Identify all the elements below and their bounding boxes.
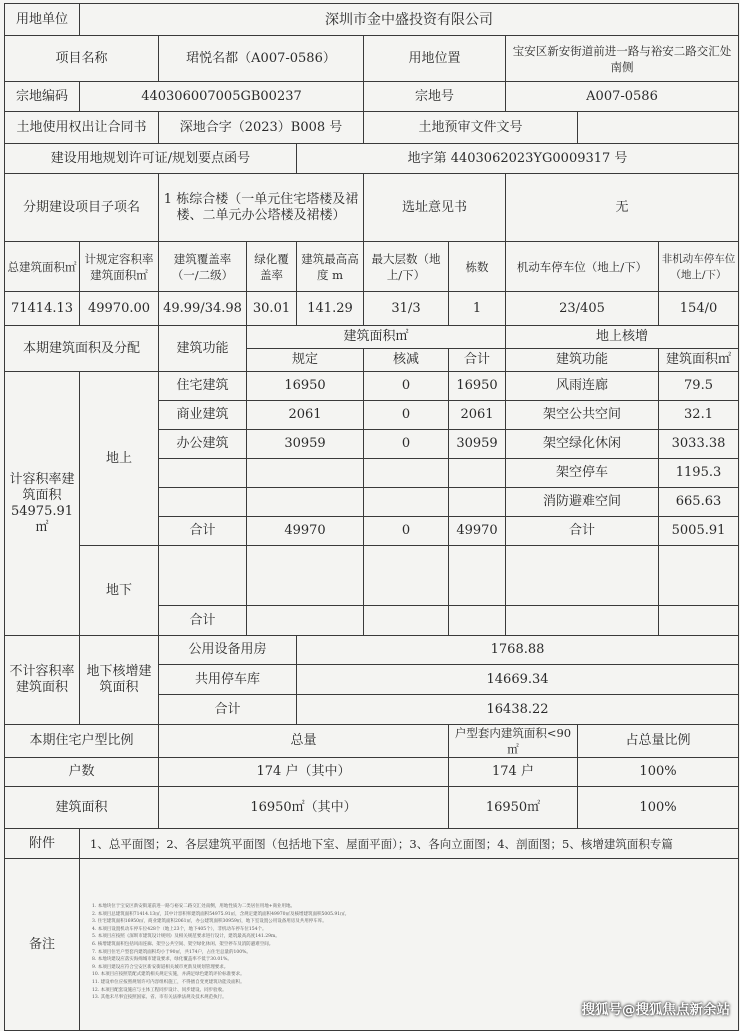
planned-cell: 16950 xyxy=(247,372,364,401)
housing-area-ratio: 100% xyxy=(578,787,739,829)
indicator-value: 49.99/34.98 xyxy=(159,292,247,326)
remark-line: 12. 本项目配套设施应与主体工程同步设计、同步建设、同步验收。 xyxy=(92,987,227,993)
incentive-label: 地上核增 xyxy=(506,326,739,349)
function-label: 建筑功能 xyxy=(159,326,247,372)
function-cell: 办公建筑 xyxy=(159,430,247,459)
contract-value: 深地合字（2023）B008 号 xyxy=(159,112,364,144)
above-ground-label: 地上 xyxy=(80,372,159,546)
empty-cell xyxy=(159,459,247,488)
housing-area-small: 16950㎡ xyxy=(449,787,578,829)
empty-cell xyxy=(449,606,506,636)
indicator-header: 绿化覆盖率 xyxy=(247,242,297,292)
empty-cell xyxy=(247,546,364,606)
indicator-header: 机动车停车位（地上/下） xyxy=(506,242,659,292)
parcel-code-label: 宗地编码 xyxy=(5,82,80,112)
indicator-header: 非机动车停车位（地上/下） xyxy=(659,242,739,292)
location-value: 宝安区新安街道前进一路与裕安二路交汇处南侧 xyxy=(506,36,739,82)
incentive-total-label: 合计 xyxy=(506,517,659,546)
housing-area-label: 建筑面积 xyxy=(5,787,159,829)
pre-review-value xyxy=(578,112,739,144)
non-far-function: 共用停车库 xyxy=(159,665,297,695)
empty-cell xyxy=(247,488,364,517)
indicator-value: 30.01 xyxy=(247,292,297,326)
remark-line: 7. 本项目住宅户型套内建筑面积均小于90㎡，共174户，占住宅总量的100%。 xyxy=(92,949,251,955)
housing-small-unit-label: 户型套内建筑面积<90㎡ xyxy=(449,725,578,758)
housing-total-label: 总量 xyxy=(159,725,449,758)
remark-line: 2. 本项目总建筑面积71414.13㎡，其中计容积率建筑面积54975.91㎡，含规定建筑面积49970㎡及核增建筑面积5005.91㎡。 xyxy=(92,911,350,917)
planned-cell: 2061 xyxy=(247,401,364,430)
housing-area-total: 16950㎡（其中） xyxy=(159,787,449,829)
remark-line: 13. 其他未尽事宜按照国家、省、市有关法律法规及技术规范执行。 xyxy=(92,995,227,1001)
indicator-header: 栋数 xyxy=(449,242,506,292)
parcel-no-value: A007-0586 xyxy=(506,82,739,112)
incentive-area-cell: 665.63 xyxy=(659,488,739,517)
area-label: 建筑面积㎡ xyxy=(247,326,506,349)
site-opinion-label: 选址意见书 xyxy=(364,174,506,242)
indicator-value: 49970.00 xyxy=(80,292,159,326)
incentive-function-cell: 风雨连廊 xyxy=(506,372,659,401)
incentive-area-cell: 3033.38 xyxy=(659,430,739,459)
remark-line: 9. 本项目建设应符合宝安区新安街道相关城市更新及规划管理要求。 xyxy=(92,964,229,970)
indicator-value: 154/0 xyxy=(659,292,739,326)
col-total: 合计 xyxy=(449,349,506,372)
indicator-value: 71414.13 xyxy=(5,292,80,326)
empty-cell xyxy=(364,546,449,606)
indicator-header: 建筑最高高度 m xyxy=(297,242,364,292)
non-far-function: 公用设备用房 xyxy=(159,636,297,665)
permit-label: 建设用地规划许可证/规划要点函号 xyxy=(5,144,297,174)
indicator-value: 1 xyxy=(449,292,506,326)
indicator-header: 计规定容积率建筑面积㎡ xyxy=(80,242,159,292)
incentive-area-cell: 79.5 xyxy=(659,372,739,401)
subtotal-label: 合计 xyxy=(159,517,247,546)
below-ground-label: 地下 xyxy=(80,546,159,636)
project-name-value: 珺悦名都（A007-0586） xyxy=(159,36,364,82)
total-cell: 16950 xyxy=(449,372,506,401)
indicator-value: 23/405 xyxy=(506,292,659,326)
empty-cell xyxy=(364,459,449,488)
incentive-function-cell: 架空公共空间 xyxy=(506,401,659,430)
remark-line: 1. 本地块位于宝安区新安街道前进一路与裕安二路交汇处南侧，用地性质为二类居住用地+商业用地。 xyxy=(92,904,295,909)
project-name-label: 项目名称 xyxy=(5,36,159,82)
incentive-area-label: 建筑面积㎡ xyxy=(659,349,739,372)
permit-value: 地字第 4403062023YG0009317 号 xyxy=(297,144,739,174)
underground-incentive-label: 地下核增建筑面积 xyxy=(80,636,159,725)
total-cell: 2061 xyxy=(449,401,506,430)
indicator-value: 31/3 xyxy=(364,292,449,326)
empty-cell xyxy=(449,459,506,488)
function-cell: 商业建筑 xyxy=(159,401,247,430)
deducted-cell: 0 xyxy=(364,401,449,430)
empty-cell xyxy=(159,488,247,517)
indicator-value: 141.29 xyxy=(297,292,364,326)
below-subtotal-label: 合计 xyxy=(159,606,247,636)
non-far-total-area: 16438.22 xyxy=(297,695,739,725)
deducted-cell: 0 xyxy=(364,372,449,401)
empty-cell xyxy=(247,606,364,636)
parcel-no-label: 宗地号 xyxy=(364,82,506,112)
remark-line: 6. 核增建筑面积包括风雨连廊、架空公共空间、架空绿化休闲、架空停车及消防避难空间。 xyxy=(92,941,274,947)
land-user-label: 用地单位 xyxy=(5,4,80,36)
housing-section-label: 本期住宅户型比例 xyxy=(5,725,159,758)
planned-cell: 30959 xyxy=(247,430,364,459)
far-label: 计容积率建筑面积 54975.91㎡ xyxy=(5,372,80,636)
empty-cell xyxy=(364,488,449,517)
function-cell: 住宅建筑 xyxy=(159,372,247,401)
remark-line: 4. 本项目设置机动车停车位428个（地上23个，地下405个），非机动车停车位154个。 xyxy=(92,926,267,932)
land-user-value: 深圳市金中盛投资有限公司 xyxy=(80,4,739,36)
indicator-header: 最大层数（地上/下） xyxy=(364,242,449,292)
households-total: 174 户（其中） xyxy=(159,758,449,787)
indicator-header: 建筑覆盖率（一/二级） xyxy=(159,242,247,292)
remark-line: 3. 住宅建筑面积16950㎡，商业建筑面积2061㎡，办公建筑面积30959㎡，地下室设置公用设备用房及共用停车库。 xyxy=(92,919,327,925)
planning-document-table xyxy=(4,3,739,1031)
sub-project-value: 1 栋综合楼（一单元住宅塔楼及裙楼、二单元办公塔楼及裙楼） xyxy=(159,174,364,242)
empty-cell xyxy=(659,546,739,606)
incentive-function-label: 建筑功能 xyxy=(506,349,659,372)
location-label: 用地位置 xyxy=(364,36,506,82)
non-far-label: 不计容积率建筑面积 xyxy=(5,636,80,725)
site-opinion-value: 无 xyxy=(506,174,739,242)
non-far-total-label: 合计 xyxy=(159,695,297,725)
sub-project-label: 分期建设项目子项名 xyxy=(5,174,159,242)
attachments-label: 附件 xyxy=(5,829,80,859)
households-small: 174 户 xyxy=(449,758,578,787)
incentive-function-cell: 架空停车 xyxy=(506,459,659,488)
non-far-area: 14669.34 xyxy=(297,665,739,695)
empty-cell xyxy=(159,546,247,606)
remark-line: 8. 本地块建设应落实海绵城市建设要求，绿化覆盖率不低于30.01%。 xyxy=(92,957,232,963)
col-deducted: 核减 xyxy=(364,349,449,372)
empty-cell xyxy=(449,488,506,517)
subtotal-total: 49970 xyxy=(449,517,506,546)
empty-cell xyxy=(364,606,449,636)
incentive-total-area: 5005.91 xyxy=(659,517,739,546)
subtotal-deducted: 0 xyxy=(364,517,449,546)
empty-cell xyxy=(506,606,659,636)
remarks-label: 备注 xyxy=(5,859,80,1031)
housing-ratio-label: 占总量比例 xyxy=(578,725,739,758)
remark-line: 10. 本项目应按照装配式建筑相关规定实施，并满足绿色建筑评价标准要求。 xyxy=(92,972,245,978)
remark-line: 5. 本项目应按照《深圳市建筑设计规则》及相关规范要求进行设计，建筑最高高度141.29m。 xyxy=(92,934,280,940)
empty-cell xyxy=(659,606,739,636)
incentive-area-cell: 1195.3 xyxy=(659,459,739,488)
incentive-function-cell: 消防避难空间 xyxy=(506,488,659,517)
empty-cell xyxy=(247,459,364,488)
pre-review-label: 土地预审文件文号 xyxy=(364,112,578,144)
empty-cell xyxy=(506,546,659,606)
non-far-area: 1768.88 xyxy=(297,636,739,665)
attachments-value: 1、总平面图；2、各层建筑平面图（包括地下室、屋面平面）；3、各向立面图；4、剖面图；5、核增建筑面积专篇 xyxy=(80,829,739,859)
households-label: 户数 xyxy=(5,758,159,787)
remarks-spacer xyxy=(92,865,732,903)
col-planned: 规定 xyxy=(247,349,364,372)
incentive-function-cell: 架空绿化休闲 xyxy=(506,430,659,459)
indicator-header: 总建筑面积㎡ xyxy=(5,242,80,292)
distribution-section-label: 本期建筑面积及分配 xyxy=(5,326,159,372)
remark-line: 11. 建设单位应按照规划许可内容组织施工，不得擅自变更建筑功能及面积。 xyxy=(92,979,245,985)
watermark: 搜狐号@搜狐焦点新余站 xyxy=(581,1002,730,1018)
subtotal-planned: 49970 xyxy=(247,517,364,546)
contract-label: 土地使用权出让合同书 xyxy=(5,112,159,144)
deducted-cell: 0 xyxy=(364,430,449,459)
incentive-area-cell: 32.1 xyxy=(659,401,739,430)
households-ratio: 100% xyxy=(578,758,739,787)
empty-cell xyxy=(449,546,506,606)
total-cell: 30959 xyxy=(449,430,506,459)
parcel-code-value: 440306007005GB00237 xyxy=(80,82,364,112)
